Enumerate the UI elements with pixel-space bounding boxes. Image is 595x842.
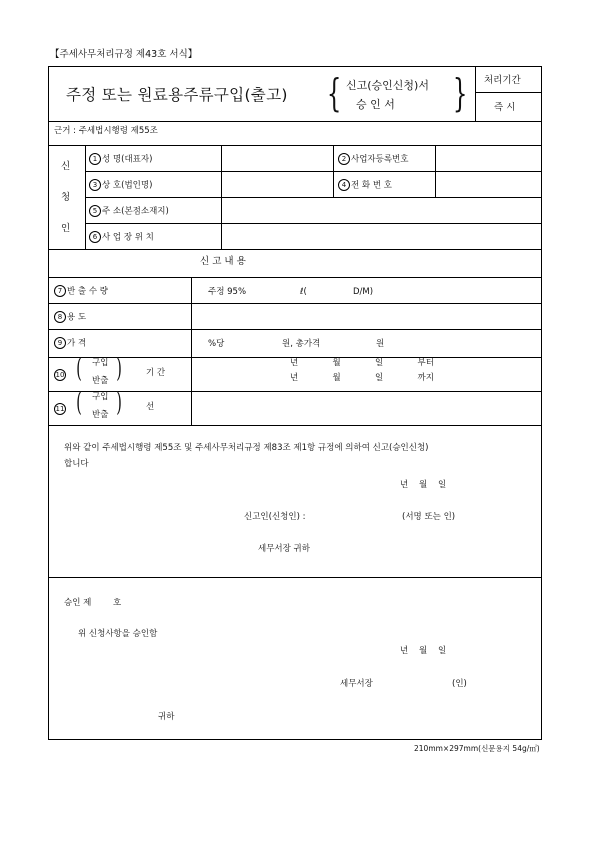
divider (85, 145, 86, 249)
quantity-alcohol: 주정 95% (208, 287, 247, 297)
circled-number: 1 (89, 153, 101, 165)
period-end-line: 년 월 일 까지 (290, 373, 434, 383)
period-label (54, 369, 67, 381)
form-title: 주정 또는 원료용주류구입(출고) (66, 86, 288, 104)
name-input[interactable] (221, 147, 333, 171)
price-label: 9 가 격 (54, 337, 86, 349)
legal-basis: 근거 : 주세법시행령 제55조 (54, 126, 158, 136)
price-total-unit: 원 (376, 339, 385, 349)
circled-number: 6 (89, 231, 101, 243)
approval-seal: (인) (452, 679, 467, 689)
divider (475, 92, 541, 93)
field-site-label: 6 사 업 장 위 치 (89, 231, 154, 243)
divider (49, 425, 541, 426)
applicant-side-label-1: 신 (61, 161, 71, 172)
declaration-text-end: 합니다 (64, 459, 89, 469)
reporter-label: 신고인(신청인) : (244, 512, 306, 522)
quantity-liter: ℓ( (300, 287, 307, 297)
approval-office: 세무서장 (340, 679, 373, 689)
approval-addressee: 귀하 (158, 712, 175, 722)
divider (49, 277, 541, 278)
divider (85, 197, 541, 198)
circled-number: 4 (338, 179, 350, 191)
divider (49, 121, 541, 122)
processing-period-value: 즉 시 (494, 102, 516, 113)
content-header: 신 고 내 용 (200, 256, 246, 267)
phone-input[interactable] (435, 173, 539, 197)
usage-input[interactable] (192, 303, 538, 327)
price-per-percent: %당 (208, 339, 225, 349)
left-paren-icon: ( (76, 354, 82, 384)
divider (333, 145, 334, 197)
destination-option-purchase: 구입 (92, 392, 109, 402)
circled-number: 5 (89, 205, 101, 217)
circled-number: 7 (54, 285, 66, 297)
quantity-label: 7 반 출 수 량 (54, 285, 108, 297)
approval-number: 승인 제 호 (64, 598, 122, 608)
right-paren-icon: ) (116, 354, 122, 384)
divider (49, 249, 541, 250)
circled-number: 9 (54, 337, 66, 349)
trade-name-input[interactable] (221, 173, 333, 197)
divider (85, 171, 541, 172)
field-business-no-label: 2 사업자등록번호 (338, 153, 408, 165)
title-variant-report: 신고(승인신청)서 (346, 79, 429, 92)
circled-number: 8 (54, 311, 66, 323)
divider (475, 67, 476, 121)
period-option-release: 반출 (92, 376, 109, 386)
destination-input[interactable] (192, 392, 538, 424)
divider (49, 145, 541, 146)
declaration-text: 위와 같이 주세법시행령 제55조 및 주세사무처리규정 제83조 제1항 규정에 의하여 신고(승인신청) (64, 443, 429, 453)
divider (49, 329, 541, 330)
price-total-label: 원, 총가격 (282, 339, 321, 349)
field-address-label: 5 주 소(본점소재지) (89, 205, 169, 217)
approval-date: 년 월 일 (400, 646, 447, 656)
circled-number: 3 (89, 179, 101, 191)
processing-period-label: 처리기간 (484, 75, 521, 86)
period-label-text: 기 간 (146, 368, 166, 378)
destination-label (54, 403, 67, 415)
field-name-label: 1 성 명(대표자) (89, 153, 152, 165)
period-start-line: 년 월 일 부터 (290, 358, 434, 368)
form-label: 【주세사무처리규정 제43호 서식】 (50, 49, 198, 60)
destination-label-text: 선 (146, 402, 155, 412)
paper-spec: 210mm×297mm(신문용지 54g/㎡) (414, 744, 540, 753)
circled-number: 2 (338, 153, 350, 165)
circled-number: 10 (55, 371, 65, 379)
circled-number: 11 (55, 405, 65, 413)
divider (85, 223, 541, 224)
destination-option-release: 반출 (92, 410, 109, 420)
right-brace-icon: } (452, 71, 468, 115)
quantity-unit: D/M) (353, 287, 374, 297)
applicant-side-label-3: 인 (61, 223, 71, 234)
approval-text: 위 신청사항을 승인함 (78, 629, 158, 639)
field-trade-name-label: 3 상 호(법인명) (89, 179, 152, 191)
title-variant-approval: 승 인 서 (356, 98, 395, 111)
usage-label: 8 용 도 (54, 311, 86, 323)
divider (49, 577, 541, 578)
applicant-side-label-2: 청 (61, 192, 71, 203)
right-paren-icon: ) (116, 388, 122, 418)
field-phone-label: 4 전 화 번 호 (338, 179, 392, 191)
business-no-input[interactable] (435, 147, 539, 171)
left-paren-icon: ( (76, 388, 82, 418)
reporter-signature: (서명 또는 인) (402, 512, 456, 522)
site-input[interactable] (221, 225, 539, 249)
left-brace-icon: { (326, 71, 342, 115)
period-option-purchase: 구입 (92, 358, 109, 368)
declaration-addressee: 세무서장 귀하 (258, 544, 310, 554)
declaration-date: 년 월 일 (400, 480, 447, 490)
address-input[interactable] (221, 199, 539, 223)
